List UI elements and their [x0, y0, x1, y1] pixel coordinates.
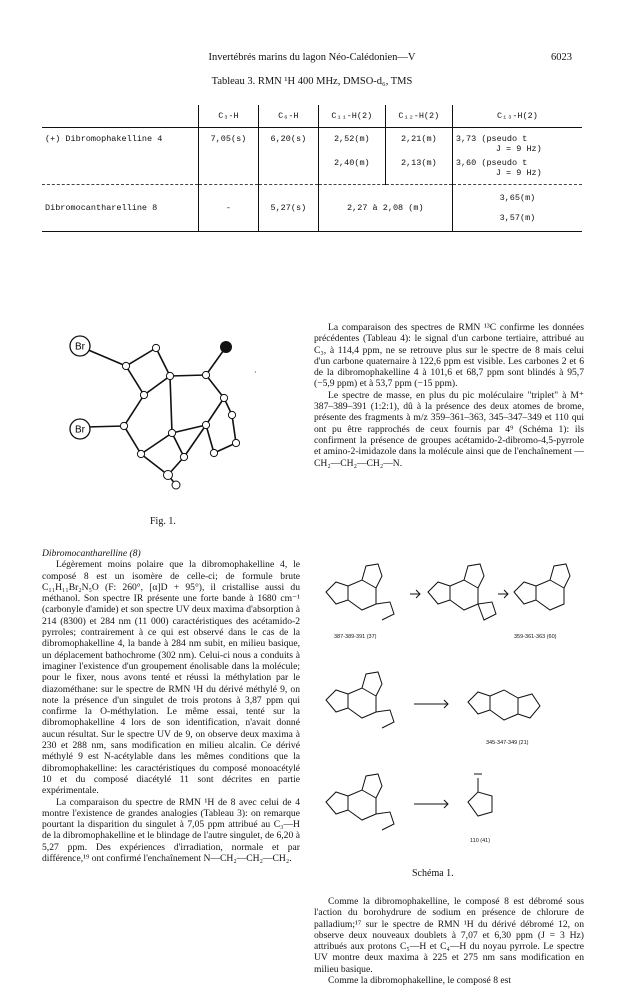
- cell: 2,21(m): [385, 128, 452, 157]
- svg-text:Br: Br: [75, 341, 85, 353]
- paragraph: Le spectre de masse, en plus du pic moléculaire "triplet" à M⁺ 387–389–391 (1:2:1), dû à la présence des deux atomes de brome, présente des fragments à m/z 359–361–363, 345–347–349 et 110 qui ont pu être rapprochés de ceux fournis par 4⁹ (Schéma 1): ils confirment la présence de groupes acétamido-2-dibromo-4,5-pyrrole et amino-2-imidazole dans la molécule ainsi que de l'enchaînement —CH₂—CH₂—CH₂—N.: [314, 389, 584, 469]
- table-row: [42, 185, 582, 232]
- cell: 5,27(s): [258, 185, 318, 232]
- bromine-atom: [70, 419, 90, 439]
- section-title: Dibromocantharelline (8): [42, 548, 141, 559]
- bromine-atom: [70, 336, 90, 356]
- paragraph: Légèrement moins polaire que la dibromophakelline 4, le composé 8 est un isomère de celle-ci; de formule brute C₁₁H₁₁Br₂N₅O (F: 260°, [α]D + 95°), il cristallise aussi du méthanol. Son spectre IR présente une forte bande à 1680 cm⁻¹ (carbonyle d'amide) et son spectre UV deux maxima d'absorption à 214 (8300) et 284 nm (11 000) caractéristiques des acétamido-2 pyrroles; contrairement à ce qui est observé dans le cas de la dibromophakelline 4, la bande à 284 nm subit, en milieu basique, un déplacement bathochrome (302 nm). Celui-ci nous a conduits à imaginer l'existence d'un groupement énolisable dans la molécule; pour le fixer, nous avons tenté et réussi la méthylation par le diazométhane: sur le spectre de RMN ¹H du dérivé méthylé 9, on note la présence d'un singulet de trois protons à 3,87 ppm qui confirme la O-méthylation. Le même essai, tenté sur la dibromophakelline 4 lors de son identification, n'avait donné aucun résultat. Sur le spectre UV de 9, on observe deux maxima à 230 et 288 nm, sans modification en milieu alcalin. Ce dérivé méthylé 9 est N-acétylable dans les mêmes conditions que la dibromophakelline: les caractéristiques du composé monoacétylé 10 et du composé diacétylé 11 sont décrites en partie expérimentale.: [42, 559, 300, 797]
- svg-text:Br: Br: [75, 424, 85, 436]
- cell: [199, 156, 259, 185]
- fragment-label: 110 (41): [470, 838, 491, 844]
- cell: 2,13(m): [385, 156, 452, 185]
- compound-name: (+) Dibromophakelline 4: [42, 128, 199, 157]
- left-column: [42, 548, 300, 864]
- table-header-row: [42, 105, 582, 128]
- cell: 2,40(m): [318, 156, 385, 185]
- cell: 3,73 (pseudo t J = 9 Hz): [455, 134, 542, 154]
- col-header: C₃-H: [199, 105, 259, 128]
- paragraph: La comparaison des spectres de RMN ¹³C confirme les données précédentes (Tableau 4): le signal d'un carbone tertiaire, attribué au C₃, à 114,4 ppm, ne se retrouve plus sur le spectre de 8 mais celui d'un carbone quaternaire à 122,6 ppm est visible. Les carbones 2 et 6 de la dibromophakelline 4 à 101,6 et 68,7 ppm sont blindés à 95,7 (−5,9 ppm) et à 53,7 ppm (−15 ppm).: [314, 322, 584, 390]
- col-header: C₁₁-H(2): [318, 105, 385, 128]
- cell: [258, 156, 318, 185]
- fragment-label: 345-347-349 (21): [486, 740, 529, 746]
- oxygen-atom: [220, 341, 232, 353]
- table-row: [42, 156, 582, 185]
- nmr-table: [42, 105, 582, 232]
- cell: 7,05(s): [199, 128, 259, 157]
- running-title: Invertébrés marins du lagon Néo-Calédonien—V: [208, 52, 416, 63]
- fragment-label: 387-389-391 (37): [334, 634, 377, 640]
- col-header: C₁₃-H(2): [452, 105, 582, 128]
- paragraph: Comme la dibromophakelline, le composé 8 est débromé sous l'action du borohydrure de sodium en présence de chlorure de palladium;¹⁷ sur le spectre de RMN ¹H du dérivé débromé 12, on observe deux nouveaux doublets à 7,07 et 6,30 ppm (J = 3 Hz) attribués aux protons C₅—H et C₄—H du noyau pyrrole. Le spectre UV montre deux maxima à 225 et 275 nm sans modification en milieu basique.: [314, 896, 584, 975]
- svg-text:·: ·: [254, 368, 257, 377]
- cell: 6,20(s): [258, 128, 318, 157]
- figure-caption: Fig. 1.: [150, 516, 176, 527]
- right-column: [314, 322, 584, 469]
- paragraph: La comparaison du spectre de RMN ¹H de 8 avec celui de 4 montre l'existence de grandes analogies (Tableau 3): on remarque pourtant la disparition du singulet à 7,05 ppm attribué au C₃—H de la dibromophakelline et le blindage de l'autre singulet, de 6,20 à 5,27 ppm. Des expériences d'irradiation, normale et par différence,¹⁹ ont confirmé l'enchaînement N—CH₂—CH₂—CH₂.: [42, 796, 300, 865]
- cell: 2,27 à 2,08 (m): [318, 185, 452, 232]
- cell: 3,60 (pseudo t J = 9 Hz): [455, 158, 542, 178]
- right-column-bottom: [314, 896, 584, 986]
- table-row: [42, 128, 582, 157]
- page-number: 6023: [551, 52, 572, 63]
- cell: -: [199, 185, 259, 232]
- cell: 3,65(m) 3,57(m): [452, 185, 582, 232]
- molecule-figure: [64, 335, 274, 505]
- scheme-caption: Schéma 1.: [412, 868, 454, 879]
- paragraph: Comme la dibromophakelline, le composé 8 est: [328, 975, 512, 987]
- cell: 2,52(m): [318, 128, 385, 157]
- fragmentation-scheme: [318, 552, 582, 864]
- compound-name: Dibromocantharelline 8: [42, 185, 199, 232]
- fragment-label: 359-361-363 (60): [514, 634, 557, 640]
- col-header: C₁₂-H(2): [385, 105, 452, 128]
- table-caption: Tableau 3. RMN ¹H 400 MHz, DMSO-d₆, TMS: [211, 76, 413, 87]
- compound-name: [42, 156, 199, 185]
- col-header: C₆-H: [258, 105, 318, 128]
